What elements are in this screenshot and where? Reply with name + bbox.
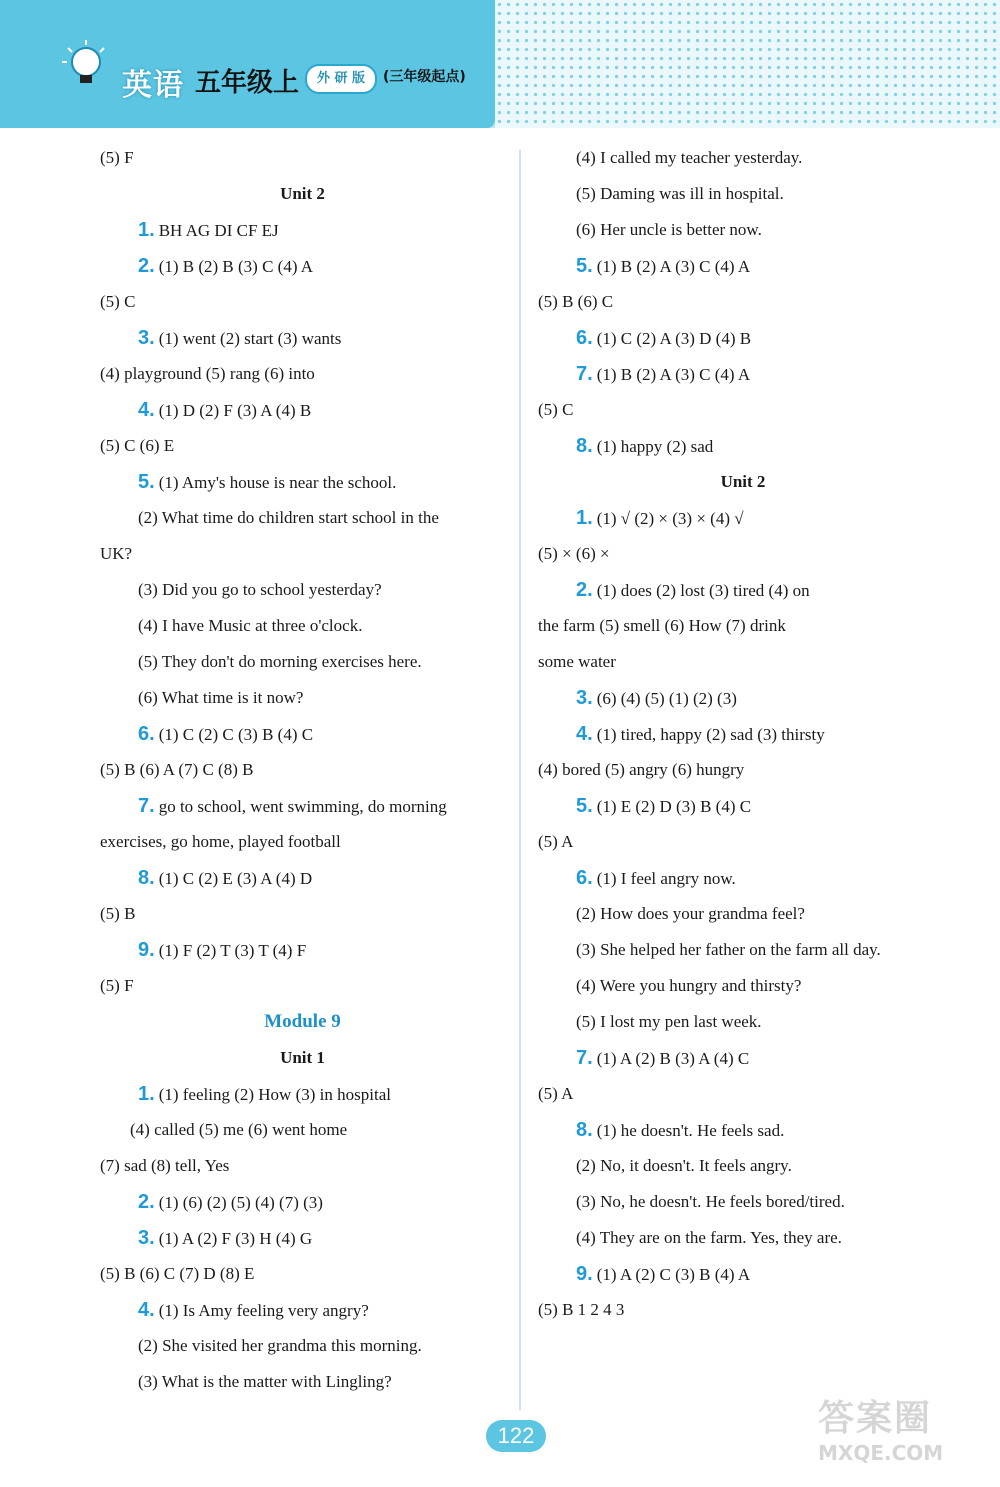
answer-line	[100, 1004, 505, 1040]
answer-text: (1) C (2) E (3) A (4) D	[158, 869, 313, 888]
answer-line	[538, 644, 948, 680]
answer-text: (5) B	[100, 904, 136, 923]
question-number: 2.	[576, 579, 593, 601]
edition-note: (三年级起点)	[383, 69, 466, 85]
question-number: 7.	[576, 363, 593, 385]
answer-text: (6) (4) (5) (1) (2) (3)	[596, 689, 737, 708]
answer-line	[100, 968, 505, 1004]
answer-text: (1) tired, happy (2) sad (3) thirsty	[596, 725, 825, 744]
answer-text: (5) A	[538, 1084, 574, 1103]
answer-line	[100, 140, 505, 176]
answer-line	[538, 428, 948, 464]
answer-text: (1) went (2) start (3) wants	[158, 329, 342, 348]
answer-text: (3) No, he doesn't. He feels bored/tired.	[576, 1192, 845, 1211]
answer-text: exercises, go home, played football	[100, 832, 341, 851]
module-heading: Module 9	[264, 1011, 341, 1032]
answer-line	[100, 860, 505, 896]
question-number: 6.	[138, 723, 155, 745]
answer-line	[538, 140, 948, 176]
question-number: 8.	[576, 435, 593, 457]
answer-text: (5) Daming was ill in hospital.	[576, 184, 784, 203]
answer-line	[538, 1256, 948, 1292]
answer-line	[538, 932, 948, 968]
answer-text: (4) I have Music at three o'clock.	[138, 616, 363, 635]
answer-text: (6) Her uncle is better now.	[576, 220, 762, 239]
column-divider	[519, 150, 521, 1410]
publisher-badge: 外 研 版	[305, 64, 377, 94]
question-number: 5.	[576, 795, 593, 817]
answer-line	[538, 860, 948, 896]
answer-line	[100, 680, 505, 716]
header-dot-pattern	[495, 0, 1000, 128]
answer-line	[538, 1112, 948, 1148]
answer-line	[538, 968, 948, 1004]
answer-text: (1) A (2) B (3) A (4) C	[596, 1049, 750, 1068]
answer-text: (5) F	[100, 148, 134, 167]
answer-line	[100, 536, 505, 572]
answer-text: (5) B (6) C (7) D (8) E	[100, 1264, 255, 1283]
answer-line	[100, 1364, 505, 1400]
answer-line	[538, 284, 948, 320]
question-number: 1.	[138, 1083, 155, 1105]
question-number: 1.	[576, 507, 593, 529]
answer-text: (1) B (2) A (3) C (4) A	[596, 365, 751, 384]
answer-text: (1) E (2) D (3) B (4) C	[596, 797, 752, 816]
answer-text: (1) √ (2) × (3) × (4) √	[596, 509, 744, 528]
answer-line	[100, 500, 505, 536]
answer-text: (1) I feel angry now.	[596, 869, 736, 888]
answer-text: (5) C	[100, 292, 136, 311]
answer-line	[100, 464, 505, 500]
answer-line	[538, 500, 948, 536]
answer-text: some water	[538, 652, 616, 671]
answer-text: (5) A	[538, 832, 574, 851]
question-number: 7.	[576, 1047, 593, 1069]
question-number: 3.	[138, 327, 155, 349]
answer-line	[100, 356, 505, 392]
lightbulb-icon	[62, 40, 110, 88]
watermark-logo	[818, 1390, 988, 1480]
answer-text: (3) What is the matter with Lingling?	[138, 1372, 392, 1391]
answer-text: (1) does (2) lost (3) tired (4) on	[596, 581, 810, 600]
answer-line	[538, 212, 948, 248]
answer-line	[100, 896, 505, 932]
answer-line	[538, 752, 948, 788]
answer-line	[100, 1148, 505, 1184]
answer-text: (5) × (6) ×	[538, 544, 610, 563]
answer-text: (5) B (6) A (7) C (8) B	[100, 760, 254, 779]
answer-text: (5) B 1 2 4 3	[538, 1300, 625, 1319]
page-number: 122	[486, 1420, 546, 1452]
answer-text: the farm (5) smell (6) How (7) drink	[538, 616, 786, 635]
answer-line	[100, 932, 505, 968]
answer-text: UK?	[100, 544, 133, 563]
question-number: 6.	[576, 327, 593, 349]
answer-line	[538, 1040, 948, 1076]
answer-line	[538, 824, 948, 860]
answer-line	[538, 1076, 948, 1112]
answer-text: (4) bored (5) angry (6) hungry	[538, 760, 745, 779]
question-number: 5.	[576, 255, 593, 277]
answer-text: (5) F	[100, 976, 134, 995]
answer-text: (1) happy (2) sad	[596, 437, 714, 456]
question-number: 6.	[576, 867, 593, 889]
answer-line	[100, 1220, 505, 1256]
question-number: 2.	[138, 255, 155, 277]
answer-text: (2) How does your grandma feel?	[576, 904, 805, 923]
answer-text: (1) A (2) F (3) H (4) G	[158, 1229, 313, 1248]
answer-line	[100, 1184, 505, 1220]
answer-text: (1) he doesn't. He feels sad.	[596, 1121, 785, 1140]
answer-text: (5) C	[538, 400, 574, 419]
answer-text: go to school, went swimming, do morning	[158, 797, 447, 816]
answer-line	[538, 464, 948, 500]
grade-title: 五年级上	[195, 68, 300, 98]
answer-text: (1) feeling (2) How (3) in hospital	[158, 1085, 391, 1104]
answer-line	[538, 716, 948, 752]
answer-line	[100, 392, 505, 428]
answer-text: (7) sad (8) tell, Yes	[100, 1156, 230, 1175]
answer-text: BH AG DI CF EJ	[158, 221, 279, 240]
answer-line	[100, 824, 505, 860]
answer-text: (2) No, it doesn't. It feels angry.	[576, 1156, 792, 1175]
question-number: 4.	[138, 399, 155, 421]
answer-line	[538, 680, 948, 716]
answer-line	[100, 176, 505, 212]
answer-text: (1) Is Amy feeling very angry?	[158, 1301, 369, 1320]
answer-line	[100, 752, 505, 788]
answer-line	[100, 608, 505, 644]
answer-line	[538, 608, 948, 644]
answer-line	[538, 536, 948, 572]
question-number: 2.	[138, 1191, 155, 1213]
answer-text: (1) B (2) B (3) C (4) A	[158, 257, 314, 276]
answer-line	[538, 1292, 948, 1328]
answer-line	[100, 572, 505, 608]
answer-text: (6) What time is it now?	[138, 688, 304, 707]
answer-line	[100, 644, 505, 680]
question-number: 9.	[576, 1263, 593, 1285]
answer-line	[538, 572, 948, 608]
answer-text: (4) Were you hungry and thirsty?	[576, 976, 802, 995]
question-number: 3.	[576, 687, 593, 709]
answer-text: (1) Amy's house is near the school.	[158, 473, 397, 492]
answer-line	[538, 1220, 948, 1256]
answer-text: (4) They are on the farm. Yes, they are.	[576, 1228, 842, 1247]
question-number: 3.	[138, 1227, 155, 1249]
answer-line	[538, 320, 948, 356]
answer-line	[100, 1040, 505, 1076]
answer-line	[100, 1256, 505, 1292]
answer-line	[100, 212, 505, 248]
answer-text: (1) A (2) C (3) B (4) A	[596, 1265, 751, 1284]
answer-text: (4) I called my teacher yesterday.	[576, 148, 803, 167]
question-number: 8.	[576, 1119, 593, 1141]
answer-line	[538, 1148, 948, 1184]
answer-text: (4) playground (5) rang (6) into	[100, 364, 315, 383]
answer-text: (5) I lost my pen last week.	[576, 1012, 762, 1031]
answer-text: (5) C (6) E	[100, 436, 175, 455]
question-number: 7.	[138, 795, 155, 817]
answer-line	[100, 1328, 505, 1364]
answer-line	[100, 1292, 505, 1328]
answer-text: (1) C (2) A (3) D (4) B	[596, 329, 752, 348]
answer-text: (3) Did you go to school yesterday?	[138, 580, 382, 599]
answer-text: (1) (6) (2) (5) (4) (7) (3)	[158, 1193, 323, 1212]
answer-line	[100, 284, 505, 320]
answer-line	[100, 716, 505, 752]
answer-line	[538, 248, 948, 284]
answer-text: (4) called (5) me (6) went home	[130, 1120, 348, 1139]
subject-title: 英语	[122, 68, 184, 103]
answer-line	[100, 788, 505, 824]
unit-heading: Unit 2	[720, 472, 766, 491]
answer-line	[538, 896, 948, 932]
answer-column-right	[538, 140, 948, 1328]
answer-line	[100, 248, 505, 284]
question-number: 8.	[138, 867, 155, 889]
answer-line	[100, 1076, 505, 1112]
question-number: 4.	[138, 1299, 155, 1321]
page-header	[0, 0, 1000, 128]
answer-text: (5) B (6) C	[538, 292, 614, 311]
answer-text: (1) F (2) T (3) T (4) F	[158, 941, 307, 960]
answer-text: (1) B (2) A (3) C (4) A	[596, 257, 751, 276]
question-number: 9.	[138, 939, 155, 961]
answer-text: (1) C (2) C (3) B (4) C	[158, 725, 314, 744]
answer-line	[538, 788, 948, 824]
answer-line	[538, 1184, 948, 1220]
answer-line	[538, 176, 948, 212]
question-number: 5.	[138, 471, 155, 493]
unit-heading: Unit 1	[280, 1048, 325, 1067]
question-number: 4.	[576, 723, 593, 745]
answer-line	[100, 1112, 505, 1148]
answer-text: (1) D (2) F (3) A (4) B	[158, 401, 312, 420]
answer-line	[538, 356, 948, 392]
answer-line	[100, 320, 505, 356]
answer-text: (2) What time do children start school in the	[138, 508, 439, 527]
answer-text: (3) She helped her father on the farm all day.	[576, 940, 881, 959]
answer-column-left	[100, 140, 505, 1400]
answer-text: (2) She visited her grandma this morning.	[138, 1336, 422, 1355]
watermark-url: MXQE.COM	[818, 1441, 944, 1465]
answer-line	[100, 428, 505, 464]
unit-heading: Unit 2	[280, 184, 325, 203]
question-number: 1.	[138, 219, 155, 241]
answer-line	[538, 392, 948, 428]
answer-line	[538, 1004, 948, 1040]
answer-text: (5) They don't do morning exercises here.	[138, 652, 422, 671]
watermark-text: 答案圈	[818, 1398, 933, 1439]
